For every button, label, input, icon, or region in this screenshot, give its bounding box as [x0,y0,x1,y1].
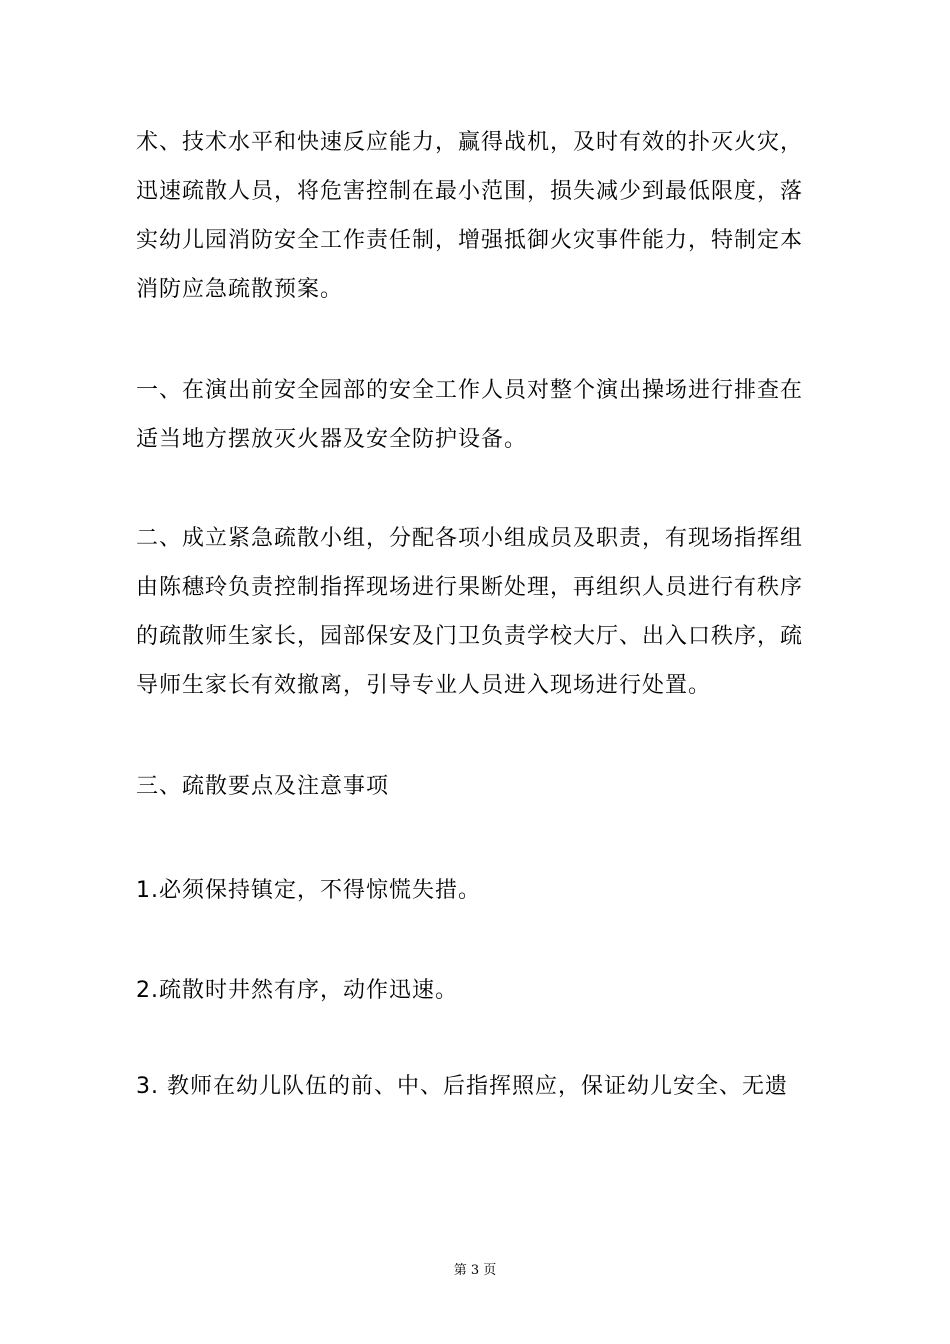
paragraph-line: 由陈穗玲负责控制指挥现场进行果断处理，再组织人员进行有秩序 [136,575,804,600]
paragraph-line: 导师生家长有效撤离，引导专业人员进入现场进行处置。 [136,673,712,698]
paragraph-line: 术、技术水平和快速反应能力，赢得战机，及时有效的扑灭火灾， [136,130,804,155]
paragraph-line: 2.疏散时井然有序，动作迅速。 [136,978,458,1003]
paragraph-intro [136,118,826,314]
list-item-3 [136,1062,826,1111]
paragraph-line: 一、在演出前安全园部的安全工作人员对整个演出操场进行排查在 [136,378,804,403]
paragraph-line: 1.必须保持镇定，不得惊慌失措。 [136,878,481,903]
paragraph-line: 3. 教师在幼儿队伍的前、中、后指挥照应，保证幼儿安全、无遗 [136,1074,788,1099]
paragraph-section-one [136,366,826,464]
page-number: 第 3 页 [453,1263,497,1278]
paragraph-line: 三、疏散要点及注意事项 [136,774,390,799]
list-item-2 [136,966,826,1015]
list-item-1 [136,866,826,915]
paragraph-line: 的疏散师生家长，园部保安及门卫负责学校大厅、出入口秩序，疏 [136,624,804,649]
section-three-heading [136,762,826,811]
paragraph-line: 二、成立紧急疏散小组，分配各项小组成员及职责，有现场指挥组 [136,526,804,551]
paragraph-line: 实幼儿园消防安全工作责任制，增强抵御火灾事件能力，特制定本 [136,228,804,253]
paragraph-line: 消防应急疏散预案。 [136,277,344,302]
paragraph-line: 迅速疏散人员，将危害控制在最小范围，损失减少到最低限度，落 [136,179,804,204]
paragraph-section-two [136,514,826,710]
paragraph-line: 适当地方摆放灭火器及安全防护设备。 [136,427,528,452]
